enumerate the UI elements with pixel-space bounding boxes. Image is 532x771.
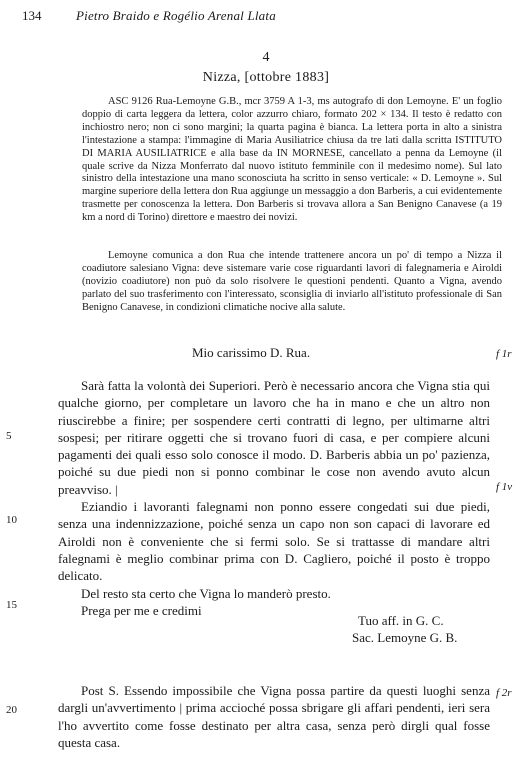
page-number: 134 (22, 8, 42, 23)
line-number: 20 (6, 704, 17, 716)
running-title: Pietro Braido e Rogélio Arenal Llata (76, 8, 276, 23)
line-number: 10 (6, 514, 17, 526)
source-note (82, 96, 502, 225)
folio-mark: f 2r (496, 687, 512, 699)
regest-text: Lemoyne comunica a don Rua che intende trattenere ancora un po' di tempo a Nizza il coadiutore salesiano Vigna: deve sistemare varie cose riguardanti lavori di falegnameria e Airoldi (novizio coadiutore) non può da solo risolvere le questioni pendenti. Quanto a Vigna, avendo parlato del suo trasferimento con l'interessato, sconsiglia di inviarlo all'istituto professionale di San Benigno Canavese, in condizioni climatiche nocive alla salute. (82, 250, 502, 313)
source-note-text: ASC 9126 Rua-Lemoyne G.B., mcr 3759 A 1-3, ms autografo di don Lemoyne. E' un foglio doppio di carta leggera da lettera, color azzurro chiaro, formato 202 × 134. Il testo è redatto con inchiostro nero; non ci sono margini; la quarta pagina è bianca. La lettera porta in alto a sinistra l'intestazione a stampa: l'immagine di Maria Ausiliatrice chiusa da tre lati dalla scritta ISTITUTO DI MARIA AUSILIATRICE e alla base da IN MORNESE, cancellato a penna da Lemoyne (il quale scrive da Nizza Monferrato dal nuovo istituto femminile con il medesimo nome). Sul lato sinistro della intestazione una mano sconosciuta ha scritto in senso verticale: « D. Lemoyne ». Sul margine superiore della lettera don Rua aggiunge un messaggio a don Barberis, a cui evidentemente trasmette per conoscenza la lettera. Don Barberis si trovava allora a San Benigno Canavese (a 19 km a nord di Torino) direttore e maestro dei novizi. (82, 96, 502, 224)
letter-paragraph: Sarà fatta la volontà dei Superiori. Però è necessario ancora che Vigna stia qui qualche giorno, per completare un lavoro che ha in mano e che un altro non riuscirebbe a finire; per sospendere certi contratti di legno, per ultimarne altri sospesi; per ritirare oggetti che si trovano fuori di casa, e per compiere alcuni pagamenti dei quali esso solo conosce il modo. D. Barberis abbia un po' pazienza, poiché su due piedi non si ponno combinar le cose non avendo avuto alcun preavviso. | (58, 378, 490, 497)
letter-postscript (58, 682, 490, 751)
folio-mark: f 1r (496, 348, 512, 360)
letter-paragraph: Prega per me e credimi (81, 602, 202, 618)
letter-paragraph: Del resto sta certo che Vigna lo manderò presto. (81, 585, 331, 601)
page-header (22, 8, 510, 26)
letter-greeting: Mio carissimo D. Rua. (192, 345, 311, 360)
folio-mark: f 1v (496, 481, 513, 493)
line-number: 5 (6, 430, 12, 442)
regest (82, 250, 502, 315)
document-place-date: Nizza, [ottobre 1883] (202, 70, 330, 85)
letter-paragraph: Eziandio i lavoranti falegnami non ponno essere congedati sui due piedi, senza una indennizzazione, poiché senza un capo non son capaci di lavorare ed Airoldi non è conveniente che si fermi solo. Se si trattasse di mandare altri falegnami è meglio combinar prima con D. Cagliero, poiché il posto è troppo delicato. (58, 499, 490, 584)
postscript-text: Post S. Essendo impossibile che Vigna possa partire da questi luoghi senza dargli un'avvertimento | prima accioché possa sbrigare gli affari pendenti, ieri sera l'ho avvertito come fosse destinato per altra casa, senza però dirgli qual fosse questa casa. (58, 683, 490, 750)
document-number: 4 (262, 50, 270, 65)
line-number: 15 (6, 599, 17, 611)
letter-body (58, 377, 490, 619)
letter-signature: Sac. Lemoyne G. B. (352, 630, 458, 645)
letter-closing: Tuo aff. in G. C. (358, 613, 444, 628)
